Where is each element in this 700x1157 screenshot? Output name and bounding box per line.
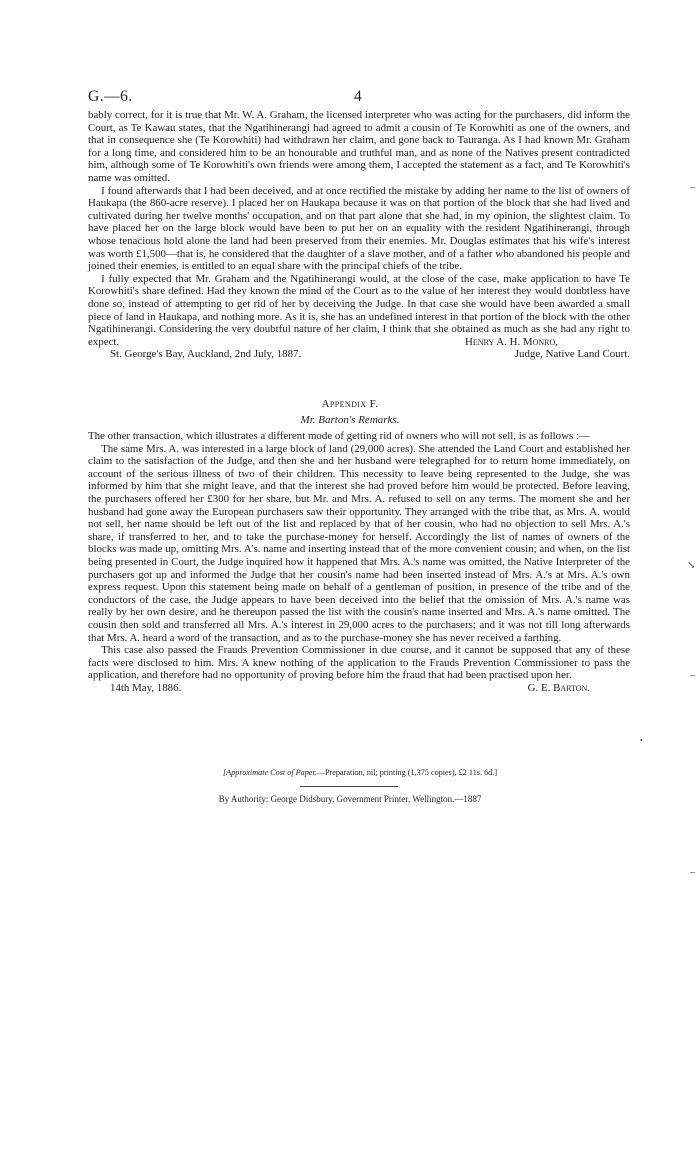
margin-mark-icon: – <box>690 670 695 681</box>
appendix-date: 14th May, 1886. <box>110 681 182 694</box>
monro-section <box>88 109 630 361</box>
monro-signature-title: Judge, Native Land Court. <box>514 348 630 361</box>
page-number: 4 <box>354 88 362 105</box>
monro-signature-line <box>88 348 630 361</box>
appendix-paragraph-3: This case also passed the Frauds Prevention Commissioner in due course, and it cannot be supposed that any of these facts were disclosed to him. Mrs. A knew nothing of the application to the Frauds Prevention Commissioner to pass the application, and therefore had no opportunity of proving before him the fraud that had been practised upon her. <box>88 644 630 682</box>
page-header <box>0 88 700 108</box>
cost-note-text: —Preparation, nil; printing (1,375 copies), £2 11s. 6d.] <box>316 768 498 777</box>
monro-paragraph-3: I fully expected that Mr. Graham and the Ngatihinerangi would, at the close of the case, make application to have Te Korowhiti's share defined. Had they known the mind of the Court as to the value of her interest they would doubtless have done so, instead of attempting to get rid of her by deceiving the Judge. In that case she would have been awarded a small piece of land in Haukapa, and nothing more. As it is, she has an undefined interest in that portion of the block with the other Ngatihinerangi. Considering the very doubtful nature of her claim, I think that she obtained as much as she had any right to expect. <box>88 272 630 348</box>
monro-paragraph-1: bably correct, for it is true that Mr. W. A. Graham, the licensed interpreter who was acting for the purchasers, did inform the Court, as Te Kawau states, that the Ngatihinerangi had agreed to admit a cousin of Te Korowhiti as one of the owners, and that in consequence she (Te Korowhiti) had withdrawn her claim, and gone back to Tauranga. As I had known Mr. Graham for a long time, and considered him to be an honourable and truthful man, and as none of the Natives present contradicted him, although some of Te Korowhiti's own friends were among them, I accepted the statement as a fact, and Te Korowhiti's name was omitted. <box>88 109 630 184</box>
appendix-subtitle: Mr. Barton's Remarks. <box>300 414 400 426</box>
cost-note-label: [Approximate Cost of Paper. <box>222 768 317 777</box>
authority-line: By Authority: George Didsbury, Government Printer, Wellington.—1887 <box>218 794 482 804</box>
appendix-body <box>88 430 630 694</box>
margin-mark-icon: – <box>690 182 695 193</box>
divider-rule <box>300 786 398 787</box>
margin-mark-icon: – <box>690 867 695 878</box>
monro-signature-name: Henry A. H. Monro, <box>464 335 558 348</box>
cost-note <box>0 768 700 777</box>
document-code: G.—6. <box>88 88 133 105</box>
barton-signature-line <box>88 682 630 695</box>
appendix-paragraph-2: The same Mrs. A. was interested in a large block of land (29,000 acres). She attended the Land Court and established her claim to the satisfaction of the Judge, and then she and her husband were telegraphed for to return home immediately, on account of the serious illness of two of their children. This necessity to leave being represented to the Judge, she was informed by him that she might leave, and that the interest she had proved before him would be protected. Before leaving, the purchasers offered her £300 for her share, but Mr. and Mrs. A. refused to sell on any terms. The moment she and her husband had gone away the European purchasers saw their opportunity. They arranged with the tribe that, as Mrs. A. would not sell, her name should be left out of the list and replaced by that of her cousin, who had no objection to sell Mrs. A.'s share, if transferred to her, and to take the purchase-money for herself. Accordingly the list of names of owners of the blocks was made up, omitting Mrs. A's. name and inserting instead that of the more convenient cousin; and when, on the list being presented in Court, the Judge inquired how it happened that Mrs. A.'s name was omitted, the Native Interpreter of the purchasers got up and informed the Judge that her cousin's name had been inserted instead of Mrs. A.'s at Mrs. A.'s own express request. Upon this statement being made on behalf of a gentleman of position, in presence of the tribe and of the conductors of the case, the Judge appears to have been deceived into the belief that the omission of Mrs. A.'s name was really by her own desire, and he thereupon passed the list with the cousin's name inserted and Mrs. A.'s name omitted. The cousin then sold and transferred all Mrs. A.'s interest in 29,000 acres to the purchasers; and it was not till long afterwards that Mrs. A. heard a word of the transaction, and as to the purchase-money she has never received a farthing. <box>88 442 630 644</box>
monro-signature-place-date: St. George's Bay, Auckland, 2nd July, 1887. <box>110 348 302 361</box>
appendix-paragraph-1: The other transaction, which illustrates a different mode of getting rid of owners who will not sell, is as follows :— <box>88 430 590 442</box>
margin-arrow-icon: ↘ <box>687 560 696 571</box>
appendix-signature: G. E. Barton. <box>527 681 590 694</box>
appendix-title: Appendix F. <box>321 398 379 410</box>
monro-paragraph-2: I found afterwards that I had been deceived, and at once rectified the mistake by adding her name to the list of owners of Haukapa (the 860-acre reserve). I placed her on Haukapa because it was on that portion of the block that she had lived and cultivated during her twelve months' occupation, and on that part alone that she had, in my opinion, the slightest claim. To have placed her on the large block would have been to put her on an equality with the resident Ngatihinerangi, through whose tenacious hold alone the land had been preserved from their enemies. Mr. Douglas estimates that his wife's interest was worth £1,500—that is, he considered that the daughter of a slave mother, and of a father who abandoned his people and joined their enemies, is entitled to an equal share with the principal chiefs of the tribe. <box>88 184 630 273</box>
margin-dot-icon: • <box>640 736 643 745</box>
